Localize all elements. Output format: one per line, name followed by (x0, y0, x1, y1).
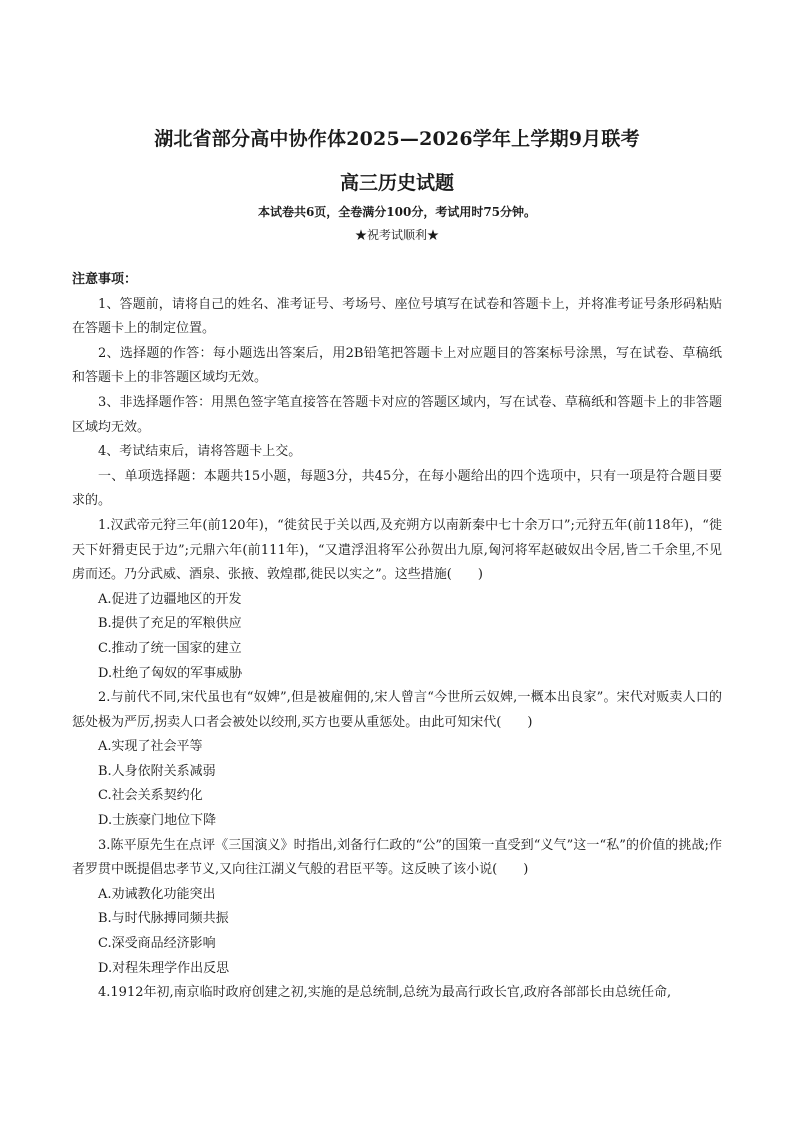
question-option: C.深受商品经济影响 (98, 936, 216, 952)
exam-meta: 本试卷共6页，全卷满分100分，考试用时75分钟。 (257, 205, 537, 219)
question-option: A.促进了边疆地区的开发 (98, 591, 242, 607)
notice-item: 2、选择题的作答：每小题选出答案后，用2B铅笔把答题卡上对应题目的答案标号涂黑，写在试卷、草稿纸和答题卡上的非答题区域均无效。 (72, 345, 722, 386)
question-stem: 2.与前代不同,宋代虽也有“奴婢”,但是被雇佣的,宋人曾言“今世所云奴婢,一概本出良家”。宋代对贩卖人口的惩处极为严厉,拐卖人口者会被处以绞刑,买方也要从重惩处。由此可知宋代( ) (72, 690, 722, 730)
question-option: D.杜绝了匈奴的军事威胁 (98, 665, 243, 681)
question-option: B.与时代脉搏同频共振 (98, 911, 229, 927)
question-stem: 1.汉武帝元狩三年(前120年)，“徙贫民于关以西,及充朔方以南新秦中七十余万口”;元狩五年(前118年)，“徙天下奸猾吏民于边”;元鼎六年(前111年)，“又遣浮沮将军公孙贺出九原,匈河将军赵破奴出令居,皆二千余里,不见虏而还。乃分武威、酒泉、张掖、敦煌郡,徙民以实之”。这些措施( ) (72, 517, 722, 583)
question-option: A.实现了社会平等 (98, 739, 203, 755)
exam-subject-title: 高三历史试题 (339, 172, 454, 194)
notice-heading: 注意事项： (72, 272, 138, 287)
question-option: C.社会关系契约化 (98, 788, 203, 804)
question-option: D.对程朱理学作出反思 (98, 960, 230, 976)
notice-item: 4、考试结束后，请将答题卡上交。 (98, 444, 302, 460)
exam-title: 湖北省部分高中协作体2025—2026学年上学期9月联考 (154, 128, 640, 150)
question-stem: 4.1912年初,南京临时政府创建之初,实施的是总统制,总统为最高行政长官,政府各部部长由总统任命, (98, 985, 672, 1001)
question-option: B.人身依附关系减弱 (98, 763, 216, 779)
notice-item: 3、非选择题作答：用黑色签字笔直接答在答题卡对应的答题区域内，写在试卷、草稿纸和答题卡上的非答题区域均无效。 (72, 394, 722, 435)
exam-content (72, 268, 722, 1006)
exam-wish: ★祝考试顺利★ (354, 228, 439, 242)
question-stem: 3.陈平原先生在点评《三国演义》时指出,刘备行仁政的“公”的国策一直受到“义气”这一“私”的价值的挑战;作者罗贯中既提倡忠孝节义,又向往江湖义气般的君臣平等。这反映了该小说( ) (72, 837, 722, 878)
question-option: A.劝诫教化功能突出 (98, 886, 216, 902)
question-option: D.士族豪门地位下降 (98, 813, 217, 829)
question-option: B.提供了充足的军粮供应 (98, 616, 242, 632)
notice-item: 1、答题前，请将自己的姓名、准考证号、考场号、座位号填写在试卷和答题卡上，并将准考证号条形码粘贴在答题卡上的制定位置。 (72, 296, 722, 337)
section-intro: 一、单项选择题：本题共15小题，每题3分，共45分，在每小题给出的四个选项中，只有一项是符合题目要求的。 (72, 468, 722, 509)
question-option: C.推动了统一国家的建立 (98, 640, 242, 656)
